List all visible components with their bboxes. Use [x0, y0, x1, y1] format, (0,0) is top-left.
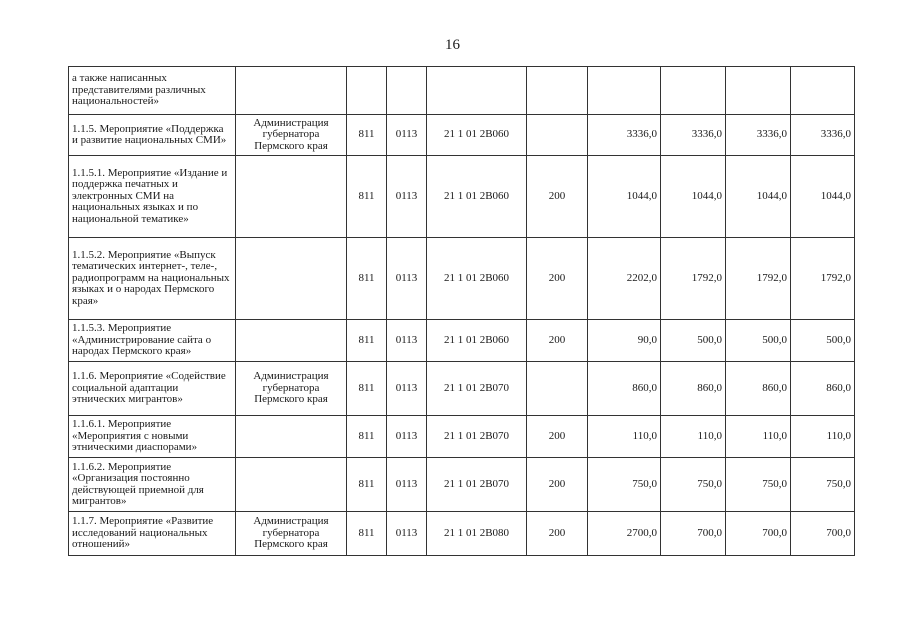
activity-name-cell: 1.1.5.1. Мероприятие «Издание и поддержка печатных и электронных СМИ на национальных языках и по национальной тематике»: [69, 156, 236, 238]
value-cell: 500,0: [661, 320, 726, 362]
ministry-code-cell: 811: [347, 320, 387, 362]
administrator-cell: [236, 238, 347, 320]
administrator-cell: Администрация губернатора Пермского края: [236, 115, 347, 156]
section-code-cell: [387, 67, 427, 115]
administrator-cell: [236, 156, 347, 238]
value-cell: 750,0: [588, 458, 661, 512]
table-row: [69, 67, 855, 115]
administrator-cell: Администрация губернатора Пермского края: [236, 512, 347, 556]
target-article-cell: [427, 67, 527, 115]
target-article-cell: 21 1 01 2В070: [427, 416, 527, 458]
target-article-cell: 21 1 01 2В060: [427, 115, 527, 156]
value-cell: 90,0: [588, 320, 661, 362]
value-cell: 860,0: [791, 362, 855, 416]
activity-name-cell: 1.1.5.3. Мероприятие «Администрирование сайта о народах Пермского края»: [69, 320, 236, 362]
expense-type-cell: [527, 362, 588, 416]
value-cell: 500,0: [726, 320, 791, 362]
target-article-cell: 21 1 01 2В060: [427, 320, 527, 362]
table-row: [69, 362, 855, 416]
ministry-code-cell: 811: [347, 362, 387, 416]
activity-name-cell: 1.1.7. Мероприятие «Развитие исследований национальных отношений»: [69, 512, 236, 556]
ministry-code-cell: 811: [347, 512, 387, 556]
section-code-cell: 0113: [387, 416, 427, 458]
value-cell: 2202,0: [588, 238, 661, 320]
section-code-cell: 0113: [387, 458, 427, 512]
administrator-cell: Администрация губернатора Пермского края: [236, 362, 347, 416]
activity-name-cell: 1.1.6. Мероприятие «Содействие социальной адаптации этнических мигрантов»: [69, 362, 236, 416]
value-cell: 750,0: [791, 458, 855, 512]
activity-name-cell: 1.1.5. Мероприятие «Поддержка и развитие национальных СМИ»: [69, 115, 236, 156]
table-row: [69, 115, 855, 156]
section-code-cell: 0113: [387, 320, 427, 362]
table-row: [69, 156, 855, 238]
ministry-code-cell: 811: [347, 458, 387, 512]
value-cell: 1044,0: [791, 156, 855, 238]
value-cell: [588, 67, 661, 115]
value-cell: 1044,0: [661, 156, 726, 238]
administrator-cell: [236, 320, 347, 362]
value-cell: 860,0: [588, 362, 661, 416]
budget-table: [68, 66, 855, 556]
value-cell: 3336,0: [726, 115, 791, 156]
target-article-cell: 21 1 01 2В070: [427, 362, 527, 416]
section-code-cell: 0113: [387, 512, 427, 556]
ministry-code-cell: [347, 67, 387, 115]
value-cell: 860,0: [661, 362, 726, 416]
value-cell: 700,0: [661, 512, 726, 556]
value-cell: 1792,0: [661, 238, 726, 320]
activity-name-cell: 1.1.6.1. Мероприятие «Мероприятия с новыми этническими диаспорами»: [69, 416, 236, 458]
activity-name-cell: 1.1.6.2. Мероприятие «Организация постоянно действующей приемной для мигрантов»: [69, 458, 236, 512]
value-cell: 1044,0: [588, 156, 661, 238]
value-cell: 1792,0: [791, 238, 855, 320]
value-cell: [726, 67, 791, 115]
table-row: [69, 458, 855, 512]
value-cell: 700,0: [726, 512, 791, 556]
target-article-cell: 21 1 01 2В070: [427, 458, 527, 512]
administrator-cell: [236, 67, 347, 115]
expense-type-cell: 200: [527, 512, 588, 556]
ministry-code-cell: 811: [347, 238, 387, 320]
target-article-cell: 21 1 01 2В080: [427, 512, 527, 556]
value-cell: 700,0: [791, 512, 855, 556]
table-row: [69, 416, 855, 458]
expense-type-cell: [527, 67, 588, 115]
activity-name-cell: а также написанных представителями различных национальностей»: [69, 67, 236, 115]
page-number: 16: [445, 37, 460, 53]
expense-type-cell: 200: [527, 156, 588, 238]
table-row: [69, 512, 855, 556]
value-cell: 2700,0: [588, 512, 661, 556]
table-row: [69, 320, 855, 362]
ministry-code-cell: 811: [347, 416, 387, 458]
expense-type-cell: [527, 115, 588, 156]
target-article-cell: 21 1 01 2В060: [427, 238, 527, 320]
expense-type-cell: 200: [527, 238, 588, 320]
expense-type-cell: 200: [527, 320, 588, 362]
value-cell: 1044,0: [726, 156, 791, 238]
ministry-code-cell: 811: [347, 115, 387, 156]
value-cell: 860,0: [726, 362, 791, 416]
value-cell: 110,0: [588, 416, 661, 458]
value-cell: 1792,0: [726, 238, 791, 320]
section-code-cell: 0113: [387, 238, 427, 320]
value-cell: [661, 67, 726, 115]
activity-name-cell: 1.1.5.2. Мероприятие «Выпуск тематических интернет-, теле-, радиопрограмм на национальных языках и о народах Пермского края»: [69, 238, 236, 320]
value-cell: 110,0: [726, 416, 791, 458]
value-cell: 110,0: [791, 416, 855, 458]
value-cell: 3336,0: [661, 115, 726, 156]
value-cell: 750,0: [726, 458, 791, 512]
section-code-cell: 0113: [387, 362, 427, 416]
section-code-cell: 0113: [387, 115, 427, 156]
value-cell: 110,0: [661, 416, 726, 458]
value-cell: [791, 67, 855, 115]
value-cell: 3336,0: [588, 115, 661, 156]
ministry-code-cell: 811: [347, 156, 387, 238]
target-article-cell: 21 1 01 2В060: [427, 156, 527, 238]
administrator-cell: [236, 458, 347, 512]
table-row: [69, 238, 855, 320]
administrator-cell: [236, 416, 347, 458]
expense-type-cell: 200: [527, 416, 588, 458]
expense-type-cell: 200: [527, 458, 588, 512]
value-cell: 750,0: [661, 458, 726, 512]
section-code-cell: 0113: [387, 156, 427, 238]
value-cell: 500,0: [791, 320, 855, 362]
value-cell: 3336,0: [791, 115, 855, 156]
